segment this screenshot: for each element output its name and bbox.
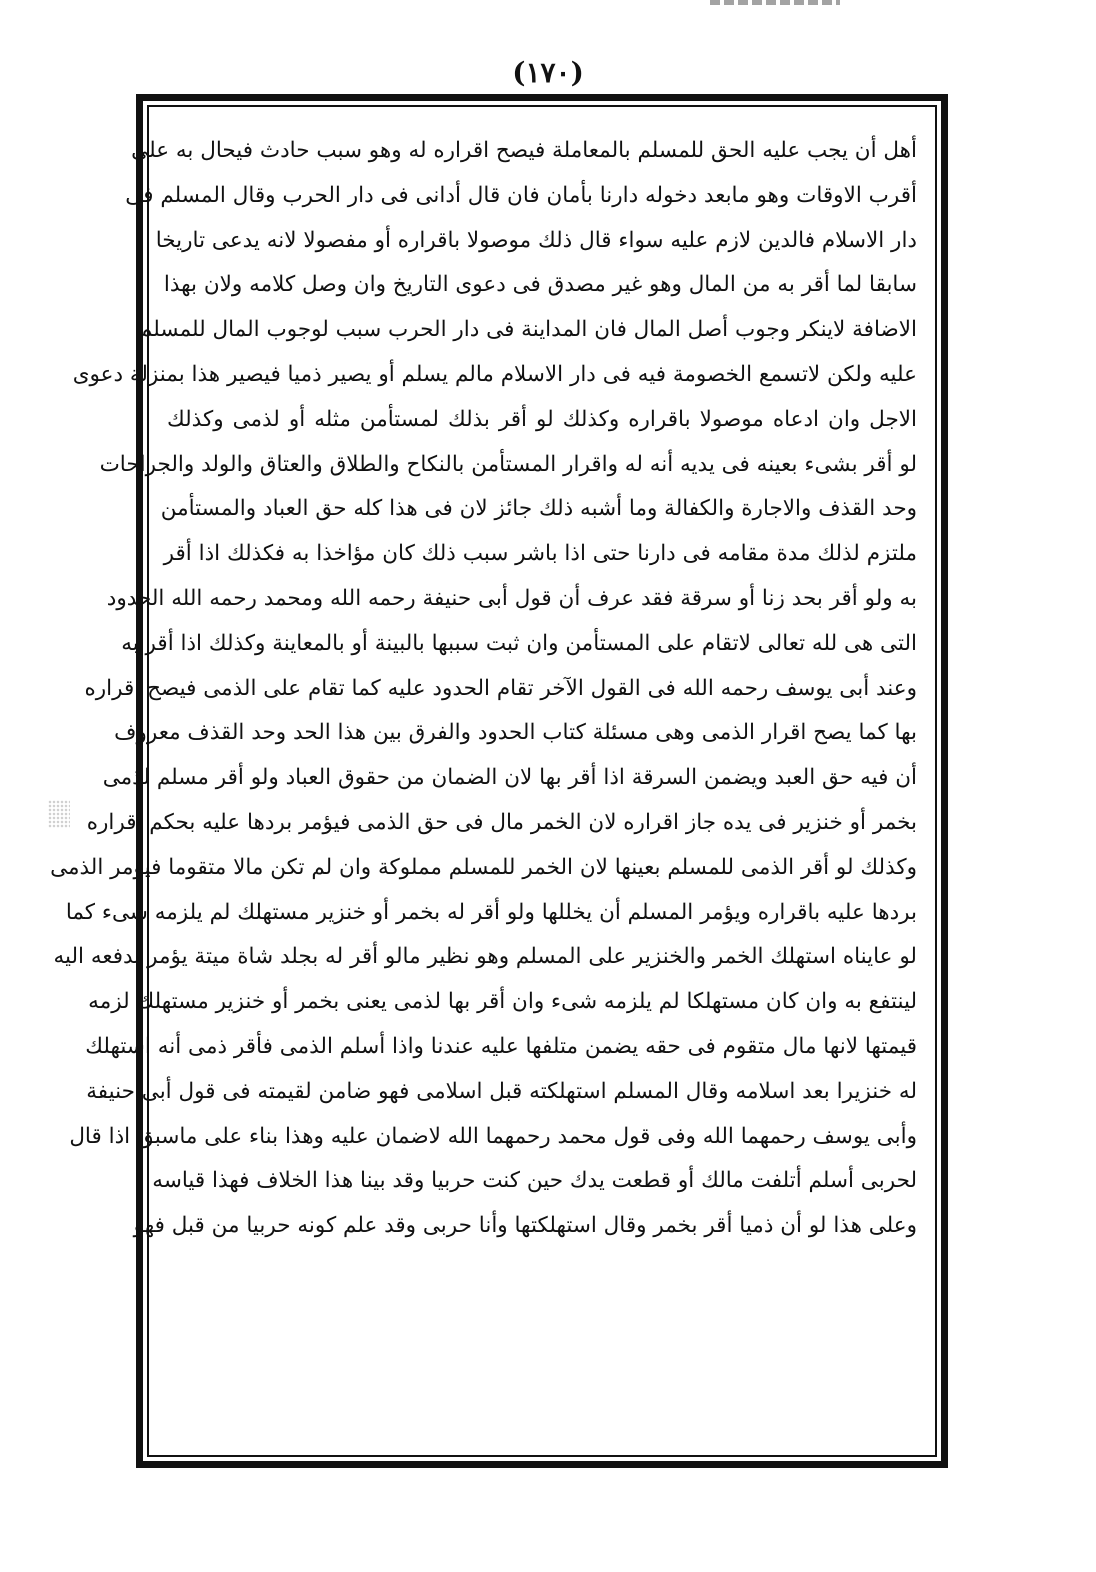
- text-line-25: وعلى هذا لو أن ذميا أقر بخمر وقال استهلكتها وأنا حربى وقد علم كونه حربيا من قبل فهو: [133, 1213, 917, 1239]
- text-line-6: عليه ولكن لاتسمع الخصومة فيه فى دار الاسلام مالم يسلم أو يصير ذميا فيصير هذا بمنزلة دعوى: [72, 361, 917, 387]
- text-line-4: سابقا لما أقر به من المال وهو غير مصدق فى دعوى التاريخ وان وصل كلامه ولان بهذا: [163, 272, 917, 298]
- text-line-3: دار الاسلام فالدين لازم عليه سواء قال ذلك موصولا باقراره أو مفصولا لانه يدعى تاريخا: [155, 227, 917, 253]
- text-line-18: بردها عليه باقراره ويؤمر المسلم أن يخللها ولو أقر له بخمر أو خنزير مستهلك لم يلزمه شىء كما: [65, 899, 917, 925]
- text-line-11: به ولو أقر بحد زنا أو سرقة فقد عرف أن قول أبى حنيفة رحمه الله ومحمد رحمه الله الحدود: [106, 585, 917, 611]
- page-border: [50, 94, 948, 1468]
- text-line-19: لو عايناه استهلك الخمر والخنزير على المسلم وهو نظير مالو أقر له بجلد شاة ميتة يؤمر بدفعه اليه: [53, 944, 917, 970]
- text-line-9: وحد القذف والاجارة والكفالة وما أشبه ذلك جائز لان فى هذا كله حق العباد والمستأمن: [160, 496, 917, 522]
- text-line-20: لينتفع به وان كان مستهلكا لم يلزمه شىء وان أقر بها لذمى يعنى بخمر أو خنزير مستهلك لزمه: [88, 989, 917, 1015]
- body-text: [50, 129, 917, 1249]
- text-line-21: قيمتها لانها مال متقوم فى حقه يضمن متلفها عليه عندنا واذا أسلم الذمى فأقر ذمى أنه استهلك: [85, 1033, 917, 1059]
- text-line-23: وأبى يوسف رحمهما الله وفى قول محمد رحمهما الله لاضمان عليه وهذا بناء على ماسبق اذا قال: [69, 1123, 917, 1149]
- top-edge-smudge: [710, 0, 840, 5]
- text-line-17: وكذلك لو أقر الذمى للمسلم بعينها لان الخمر للمسلم مملوكة وان لم تكن مالا متقوما فيؤمر الذمى: [50, 854, 917, 880]
- margin-speckle: [48, 800, 70, 828]
- text-line-2: أقرب الاوقات وهو مابعد دخوله دارنا بأمان فان قال أدانى فى دار الحرب وقال المسلم فى: [125, 182, 917, 208]
- text-line-24: لحربى أسلم أتلفت مالك أو قطعت يدك حين كنت حربيا وقد بينا هذا الخلاف فهذا قياسه: [152, 1168, 917, 1194]
- page-border-inner: [50, 105, 937, 1457]
- text-line-5: الاضافة لاينكر وجوب أصل المال فان المداينة فى دار الحرب سبب لوجوب المال للمسلم: [138, 317, 917, 343]
- text-line-10: ملتزم لذلك مدة مقامه فى دارنا حتى اذا باشر سبب ذلك كان مؤاخذا به فكذلك اذا أقر: [163, 541, 917, 567]
- page-number: (١٧٠): [512, 56, 584, 89]
- text-line-8: لو أقر بشىء بعينه فى يديه أنه له واقرار المستأمن بالنكاح والطلاق والعتاق والولد والجراحات: [99, 451, 917, 477]
- text-line-15: أن فيه حق العبد ويضمن السرقة اذا أقر بها لان الضمان من حقوق العباد ولو أقر مسلم لذمى: [102, 765, 917, 791]
- text-line-22: له خنزيرا بعد اسلامه وقال المسلم استهلكته قبل اسلامى فهو ضامن لقيمته فى قول أبى حنيفة: [86, 1078, 917, 1104]
- text-line-16: بخمر أو خنزير فى يده جاز اقراره لان الخمر مال فى حق الذمى فيؤمر بردها عليه بحكم اقراره: [86, 809, 917, 835]
- text-line-1: أهل أن يجب عليه الحق للمسلم بالمعاملة فيصح اقراره له وهو سبب حادث فيحال به على: [131, 138, 917, 163]
- text-line-12: التى هى لله تعالى لاتقام على المستأمن وان ثبت سببها بالبينة أو بالمعاينة وكذلك اذا أقر به: [121, 630, 917, 656]
- text-line-13: وعند أبى يوسف رحمه الله فى القول الآخر تقام الحدود عليه كما تقام على الذمى فيصح اقراره: [84, 675, 917, 701]
- text-line-7: الاجل وان ادعاه موصولا باقراره وكذلك لو أقر بذلك لمستأمن مثله أو لذمى وكذلك: [167, 406, 917, 432]
- text-line-14: بها كما يصح اقرار الذمى وهى مسئلة كتاب الحدود والفرق بين هذا الحد وحد القذف معروف: [114, 720, 917, 746]
